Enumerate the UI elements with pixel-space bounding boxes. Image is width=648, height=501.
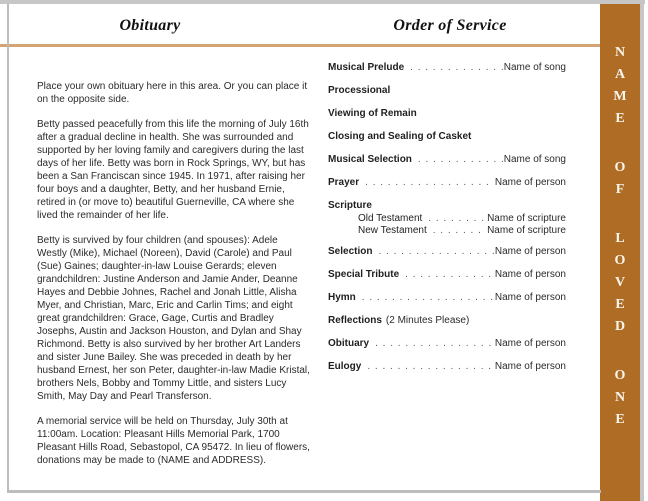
name-letter: M [613, 89, 627, 104]
dot-leader [362, 292, 494, 303]
order-item-value: Name of person [494, 177, 566, 188]
order-item-row [328, 200, 566, 211]
obituary-text [37, 80, 310, 479]
order-item-label: Hymn [328, 292, 356, 303]
order-item-label: Musical Selection [328, 154, 412, 165]
order-item-value: Name of person [494, 246, 566, 257]
obituary-paragraph: Betty passed peacefully from this life the morning of July 16th after a gradual decline in health. She was surrounded and supported by her loving family and caregivers during the last days of her life. Betty was born in Rock Springs, WY, but has been a San Franciscan since 1945. In 1971, after raising her four boys and a daughter, Betty, and her husband Ernie, retired in (or move to) beautiful Guerneville, CA where she lived the remainder of her life. [37, 119, 309, 221]
obituary-paragraph: Place your own obituary here in this area. Or you can place it on the opposite side. [37, 81, 308, 105]
order-item-label: Scripture [328, 200, 372, 211]
dot-leader [433, 225, 486, 236]
order-item-value: Name of scripture [487, 213, 566, 224]
dot-leader [378, 246, 493, 257]
order-of-service-title: Order of Service [393, 17, 507, 34]
dot-leader [375, 338, 494, 349]
order-item-row [358, 213, 566, 224]
order-item-note: (2 Minutes Please) [385, 315, 470, 326]
order-item-label: Musical Prelude [328, 62, 405, 73]
order-item-value: Name of song [503, 154, 566, 165]
order-item-label: Eulogy [328, 361, 362, 372]
order-item-value: Name of person [494, 338, 566, 349]
order-item-row [328, 292, 566, 303]
name-letter: V [614, 275, 626, 290]
loved-one-name-bar [600, 0, 640, 501]
name-letter: N [614, 45, 626, 60]
dot-leader [365, 177, 494, 188]
order-item-row [328, 269, 566, 280]
order-item-row [328, 108, 566, 119]
order-item-row [358, 225, 566, 236]
name-letter: O [614, 160, 626, 175]
order-item-label: Processional [328, 85, 391, 96]
order-item-row [328, 338, 566, 349]
dot-leader [418, 154, 503, 165]
name-letter: F [615, 182, 625, 197]
name-letter: O [614, 368, 626, 383]
card-left-edge [7, 4, 9, 491]
header-divider-rule [0, 44, 600, 47]
order-item-value: Name of song [503, 62, 566, 73]
order-item-row [328, 246, 566, 257]
name-letter: E [615, 111, 625, 126]
scripture-subgroup [328, 213, 566, 236]
order-item-label: Selection [328, 246, 373, 257]
order-item-label: New Testament [358, 225, 427, 236]
order-of-service-list [328, 62, 566, 384]
page-header [0, 17, 600, 35]
order-item-row [328, 62, 566, 73]
order-item-label: Reflections [328, 315, 382, 326]
order-item-value: Name of scripture [487, 225, 566, 236]
order-item-row [328, 131, 566, 142]
order-item-label: Obituary [328, 338, 370, 349]
card-bottom-edge [7, 490, 601, 493]
card-top-edge [0, 0, 645, 4]
order-item-label: Closing and Sealing of Casket [328, 131, 472, 142]
name-letter: D [614, 319, 626, 334]
dot-leader [428, 213, 486, 224]
name-letter: L [615, 231, 625, 246]
order-item-row [328, 154, 566, 165]
order-item-value: Name of person [494, 361, 566, 372]
dot-leader [405, 269, 494, 280]
name-letter: E [615, 412, 625, 427]
order-item-label: Special Tribute [328, 269, 400, 280]
order-item-value: Name of person [494, 269, 566, 280]
order-item-label: Viewing of Remain [328, 108, 417, 119]
dot-leader [410, 62, 503, 73]
order-item-label: Old Testament [358, 213, 423, 224]
name-letter: A [614, 67, 626, 82]
name-letter: O [614, 253, 626, 268]
card-right-shadow [640, 4, 644, 501]
dot-leader [367, 361, 494, 372]
order-item-row [328, 85, 566, 96]
order-item-value: Name of person [494, 292, 566, 303]
order-item-row [328, 361, 566, 372]
order-item-row [328, 177, 566, 188]
name-letter: E [615, 297, 625, 312]
order-item-label: Prayer [328, 177, 360, 188]
obituary-paragraph: A memorial service will be held on Thursday, July 30th at 11:00am. Location: Pleasant Hills Memorial Park, 1700 Pleasant Hills Road, Sebastopol, CA 95472. In lieu of flowers, donations may be made to (NAME and ADDRESS). [37, 416, 310, 466]
obituary-paragraph: Betty is survived by four children (and spouses): Adele Westly (Mike), Michael (Noreen), David (Carole) and Paul (Sue) Gaines; daughter-in-law Louise Gerards; eleven grandchildren: Justine Anderson and Jamie Ander, Deanne Hayes and Debbie Johnes, Rachel and Jonah Little, Alisha Myer, and Christian, Marc, Eric and Carlin Tims; and eight great grandchildren: Grace, Gage, Curtis and Bradley Josephs, Austin and Jackson Houston, and Dylan and Shay Richmond. Betty is also survived by her brother Art Landers and sister June Bailey. She was preceded in death by her husband Ernest, her son Peter, daughter-in-law Madie Kristal, brothers Nels, Bobby and Tommy Little, and sisters Lucy Smith, May Day and Pearl Transferson. [37, 235, 310, 402]
obituary-title: Obituary [119, 17, 181, 34]
order-item-row [328, 315, 566, 326]
name-letter: N [614, 390, 626, 405]
